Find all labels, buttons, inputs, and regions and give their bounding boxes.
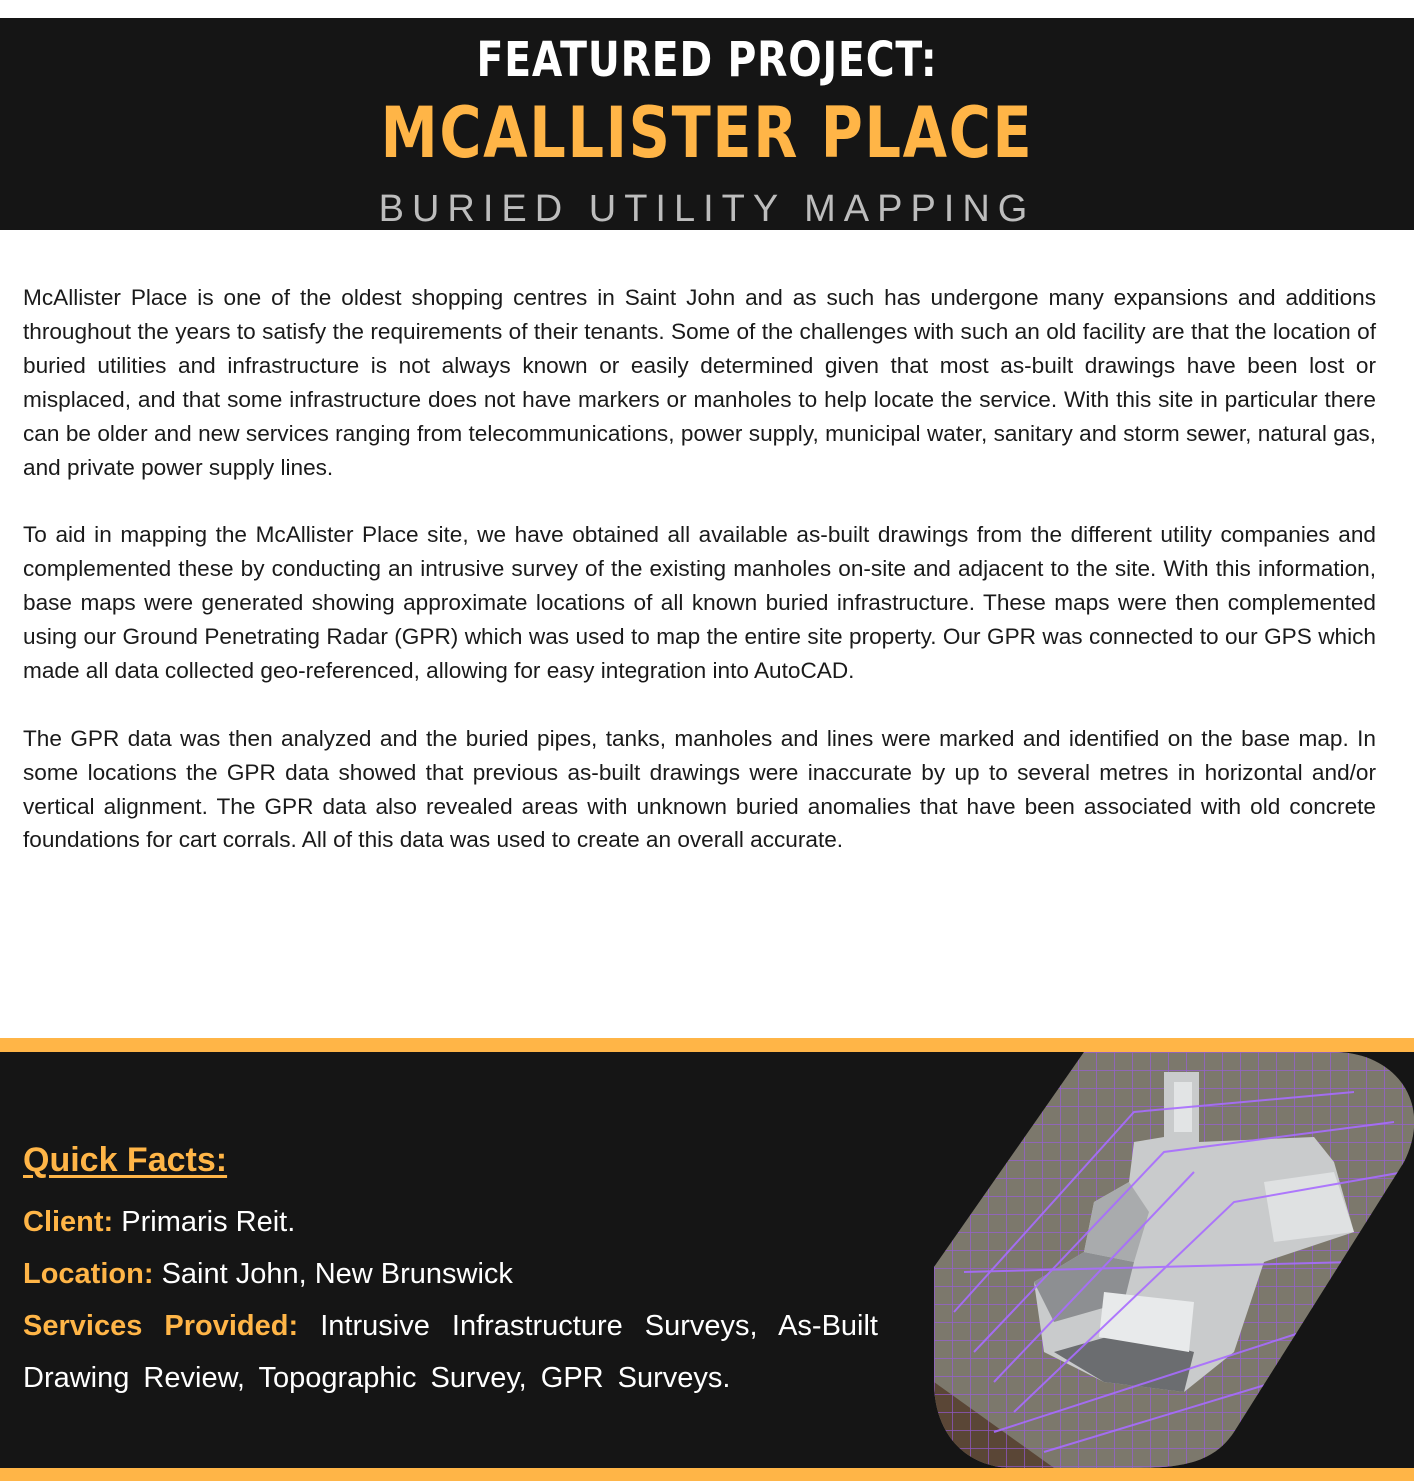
- project-title: MCALLISTER PLACE: [380, 92, 1034, 174]
- paragraph-method: To aid in mapping the McAllister Place site, we have obtained all available as-built drawings from the different utility companies and complemented these by conducting an intrusive survey of the existing manholes on-site and adjacent to the site. With this information, base maps were generated showing approximate locations of all known buried infrastructure. These maps were then complemented using our Ground Penetrating Radar (GPR) which was used to map the entire site property. Our GPR was connected to our GPS which made all data collected geo-referenced, allowing for easy integration into AutoCAD.: [23, 522, 1376, 683]
- client-label: Client:: [23, 1206, 114, 1238]
- location-label: Location:: [23, 1258, 154, 1290]
- location-value: Saint John, New Brunswick: [161, 1258, 513, 1290]
- quick-facts-heading: Quick Facts:: [23, 1141, 228, 1179]
- paragraph-results: The GPR data was then analyzed and the buried pipes, tanks, manholes and lines were marked and identified on the base map. In some locations the GPR data showed that previous as-built drawings were inaccurate by up to several metres in horizontal and/or vertical alignment. The GPR data also revealed areas with unknown buried anomalies that have been associated with old concrete foundations for cart corrals. All of this data was used to create an overall accurate.: [23, 725, 1376, 853]
- fact-location: [23, 1248, 878, 1300]
- fact-client: [23, 1196, 878, 1248]
- featured-project-label: FEATURED PROJECT:: [476, 32, 938, 88]
- services-value: Intrusive Infrastructure Surveys, As-Built Drawing Review, Topographic Survey, GPR Surveys.: [23, 1310, 878, 1394]
- quick-facts: [23, 1138, 878, 1404]
- quick-facts-panel: [0, 1052, 1414, 1468]
- header-banner: [0, 18, 1414, 230]
- client-value: Primaris Reit.: [121, 1206, 296, 1238]
- project-description: [23, 281, 1376, 891]
- accent-divider-top: [0, 1038, 1414, 1052]
- fact-services: [23, 1300, 878, 1404]
- services-label: Services Provided:: [23, 1310, 299, 1342]
- paragraph-intro: McAllister Place is one of the oldest shopping centres in Saint John and as such has undergone many expansions and additions throughout the years to satisfy the requirements of their tenants. Some of the challenges with such an old facility are that the location of buried utilities and infrastructure is not always known or easily determined given that most as-built drawings have been lost or misplaced, and that some infrastructure does not have markers or manholes to help locate the service. With this site in particular there can be older and new services ranging from telecommunications, power supply, municipal water, sanitary and storm sewer, natural gas, and private power supply lines.: [23, 285, 1376, 480]
- accent-divider-bottom: [0, 1468, 1414, 1481]
- aerial-map-image: [934, 1052, 1414, 1468]
- site-aerial-map: [934, 1052, 1414, 1468]
- project-subtitle: BURIED UTILITY MAPPING: [378, 188, 1036, 230]
